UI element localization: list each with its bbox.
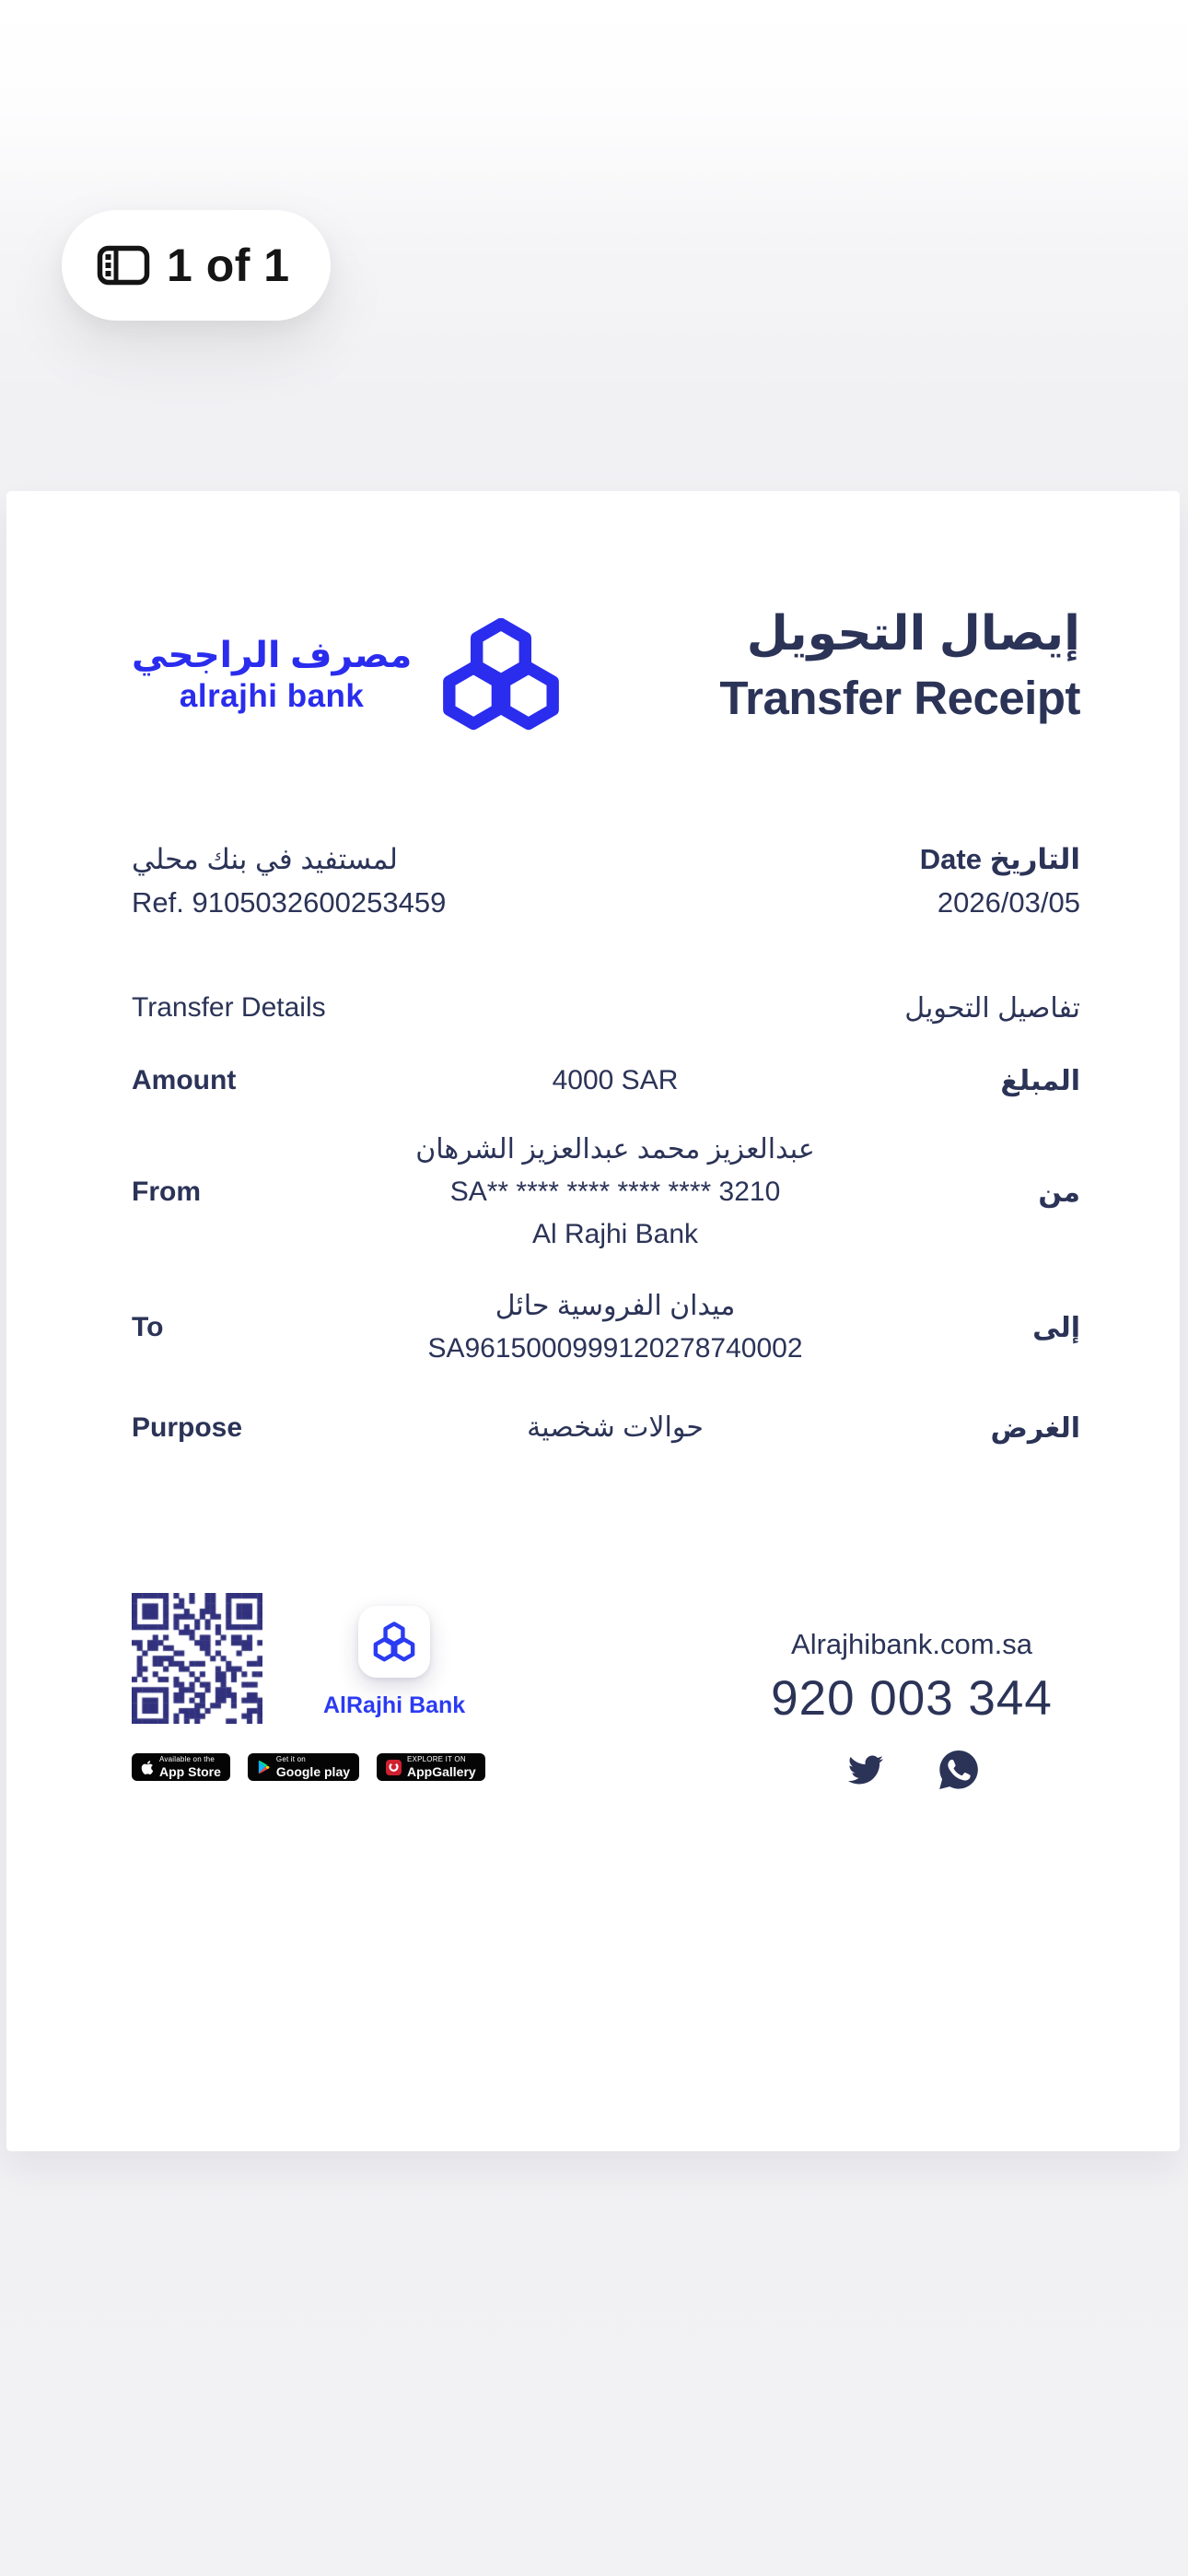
badge-bottom-text: AppGallery [407, 1764, 476, 1779]
section-header-row [132, 992, 1080, 1025]
sidebar-icon [97, 245, 150, 286]
badge-bottom-text: Google play [275, 1764, 351, 1779]
appgallery-badge[interactable] [377, 1753, 485, 1781]
reference-number: Ref. 9105032600253459 [132, 886, 447, 919]
meta-row [132, 837, 1080, 924]
amount-value: 4000 SAR [552, 1065, 679, 1095]
page-indicator-label: 1 of 1 [167, 240, 290, 291]
purpose-label-ar: الغرض [990, 1412, 1080, 1444]
from-label-en: From [132, 1177, 201, 1207]
sender-name: عبدالعزيز محمد عبدالعزيز الشرهان [415, 1134, 815, 1165]
receipt-title-english: Transfer Receipt [719, 672, 1080, 724]
date-value: 2026/03/05 [937, 886, 1080, 919]
sender-masked-account: SA** **** **** **** **** 3210 [449, 1177, 781, 1207]
amount-row [132, 1055, 1080, 1107]
receipt-header [132, 603, 1080, 731]
section-title-arabic: تفاصيل التحويل [904, 993, 1080, 1024]
google-play-badge[interactable] [248, 1753, 359, 1781]
section-title-english: Transfer Details [132, 992, 326, 1023]
purpose-label-en: Purpose [132, 1412, 243, 1443]
apple-icon [141, 1760, 154, 1775]
bank-logo [132, 603, 563, 731]
qr-code [132, 1593, 262, 1724]
from-label-ar: من [1038, 1177, 1080, 1208]
app-store-badge[interactable] [132, 1753, 230, 1781]
website-link[interactable]: Alrajhibank.com.sa [791, 1628, 1032, 1660]
receipt-page [6, 491, 1180, 2151]
purpose-row [132, 1402, 1080, 1454]
from-row [132, 1129, 1080, 1256]
badge-top-text: Available on the [159, 1755, 215, 1763]
beneficiary-name: ميدان الفروسية حائل [495, 1291, 736, 1321]
alrajhi-emblem-icon [439, 618, 563, 731]
google-play-icon [257, 1760, 271, 1774]
contact-block [760, 1628, 1064, 1789]
sender-bank: Al Rajhi Bank [531, 1219, 699, 1249]
transfer-details-table [132, 1055, 1080, 1454]
appgallery-icon [386, 1760, 402, 1775]
to-label-en: To [132, 1312, 164, 1342]
amount-label-ar: المبلغ [1000, 1065, 1080, 1096]
alrajhi-app-icon [358, 1606, 430, 1678]
page-indicator-pill[interactable] [62, 210, 331, 321]
beneficiary-iban: SA9615000999120278740002 [427, 1333, 803, 1364]
logo-english-wordmark: alrajhi bank [179, 678, 365, 714]
date-label: التاريخ Date [919, 843, 1080, 875]
phone-number: 920 003 344 [771, 1671, 1053, 1726]
badge-top-text: EXPLORE IT ON [407, 1755, 466, 1763]
to-row [132, 1285, 1080, 1370]
app-name-label: AlRajhi Bank [323, 1692, 466, 1718]
amount-label-en: Amount [132, 1065, 237, 1095]
beneficiary-note: لمستفيد في بنك محلي [132, 843, 399, 875]
app-promo [323, 1593, 465, 1719]
badge-top-text: Get it on [275, 1755, 306, 1763]
to-label-ar: إلى [1032, 1312, 1080, 1343]
whatsapp-icon[interactable] [939, 1751, 978, 1789]
logo-arabic-wordmark: مصرف الراجحي [132, 636, 413, 675]
receipt-title-arabic: إيصال التحويل [746, 607, 1080, 661]
receipt-footer [132, 1593, 1080, 1781]
badge-bottom-text: App Store [159, 1764, 221, 1779]
purpose-value: حوالات شخصية [527, 1412, 704, 1443]
twitter-icon[interactable] [845, 1752, 886, 1787]
alrajhi-app-emblem-icon [372, 1622, 416, 1662]
